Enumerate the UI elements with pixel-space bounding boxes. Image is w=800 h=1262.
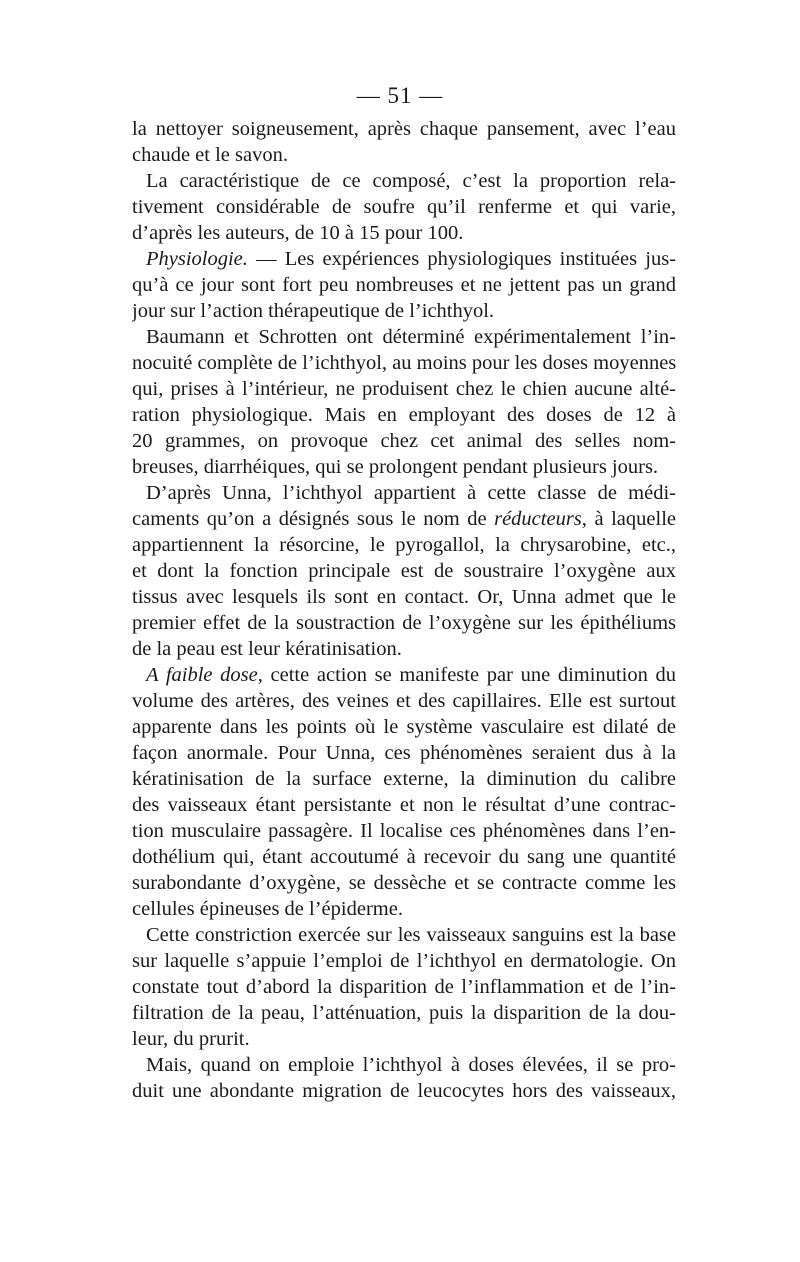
line-text: Cette constriction exercée sur les vaisseaux sanguins est la base <box>146 924 676 946</box>
text-line <box>132 298 676 324</box>
line-text: constate tout d’abord la disparition de l’inflammation et de l’in- <box>132 976 676 998</box>
line-text: , cette action se manifeste par une diminution du <box>257 664 676 686</box>
text-line <box>132 1052 676 1078</box>
line-text: — Les expériences physiologiques instituées jus- <box>247 248 676 270</box>
text-line <box>132 168 676 194</box>
line-text: de la peau est leur kératinisation. <box>132 638 402 660</box>
line-text: ration physiologique. Mais en employant des doses de 12 à <box>132 404 676 426</box>
line-text: 20 grammes, on provoque chez cet animal des selles nom- <box>132 430 676 452</box>
text-line <box>132 220 676 246</box>
line-text: nocuité complète de l’ichthyol, au moins pour les doses moyennes <box>132 352 676 374</box>
line-text: leur, du prurit. <box>132 1028 250 1050</box>
line-text: chaude et le savon. <box>132 144 288 166</box>
text-line <box>132 636 676 662</box>
text-line <box>132 714 676 740</box>
line-text: Baumann et Schrotten ont déterminé expérimentalement l’in- <box>146 326 676 348</box>
text-line <box>132 1026 676 1052</box>
text-line <box>132 1000 676 1026</box>
text-line <box>132 428 676 454</box>
text-line <box>132 974 676 1000</box>
line-text: La caractéristique de ce composé, c’est la proportion rela- <box>146 170 676 192</box>
line-text: tivement considérable de soufre qu’il renferme et qui varie, <box>132 196 676 218</box>
text-line <box>132 896 676 922</box>
line-text: kératinisation de la surface externe, la diminution du calibre <box>132 768 676 790</box>
text-line <box>132 922 676 948</box>
text-line <box>132 948 676 974</box>
text-line <box>132 662 676 688</box>
line-text: tion musculaire passagère. Il localise ces phénomènes dans l’en- <box>132 820 676 842</box>
line-text: duit une abondante migration de leucocytes hors des vaisseaux, <box>132 1080 676 1102</box>
line-text: et dont la fonction principale est de soustraire l’oxygène aux <box>132 560 676 582</box>
text-line <box>132 454 676 480</box>
line-text: apparente dans les points où le système vasculaire est dilaté de <box>132 716 676 738</box>
line-text: appartiennent la résorcine, le pyrogallol, la chrysarobine, etc., <box>132 534 676 556</box>
text-line <box>132 350 676 376</box>
line-text: façon anormale. Pour Unna, ces phénomènes seraient dus à la <box>132 742 676 764</box>
line-text: D’après Unna, l’ichthyol appartient à cette classe de médi- <box>146 482 676 504</box>
text-line <box>132 766 676 792</box>
italic-text: A faible dose <box>146 664 258 686</box>
text-line <box>132 610 676 636</box>
line-text: caments qu’on a désignés sous le nom de <box>132 508 495 530</box>
text-line <box>132 402 676 428</box>
line-text: breuses, diarrhéiques, qui se prolongent pendant plusieurs jours. <box>132 456 659 478</box>
line-text: qu’à ce jour sont fort peu nombreuses et ne jettent pas un grand <box>132 274 676 296</box>
text-line <box>132 844 676 870</box>
text-line <box>132 246 676 272</box>
line-text: tissus avec lesquels ils sont en contact. Or, Unna admet que le <box>132 586 676 608</box>
text-line <box>132 558 676 584</box>
text-line <box>132 792 676 818</box>
italic-text: réducteurs <box>494 508 582 530</box>
text-line <box>132 818 676 844</box>
line-text: jour sur l’action thérapeutique de l’ichthyol. <box>132 300 495 322</box>
text-line <box>132 584 676 610</box>
line-text: dothélium qui, étant accoutumé à recevoir du sang une quantité <box>132 846 676 868</box>
line-text: , à laquelle <box>581 508 676 530</box>
line-text: qui, prises à l’intérieur, ne produisent chez le chien aucune alté- <box>132 378 676 400</box>
text-line <box>132 324 676 350</box>
line-text: la nettoyer soigneusement, après chaque pansement, avec l’eau <box>132 118 676 140</box>
text-line <box>132 194 676 220</box>
line-text: filtration de la peau, l’atténuation, puis la disparition de la dou- <box>132 1002 676 1024</box>
line-text: sur laquelle s’appuie l’emploi de l’ichthyol en dermatologie. On <box>132 950 676 972</box>
line-text: surabondante d’oxygène, se dessèche et se contracte comme les <box>132 872 676 894</box>
text-line <box>132 740 676 766</box>
page-number: — 51 — <box>356 83 444 108</box>
line-text: d’après les auteurs, de 10 à 15 pour 100. <box>132 222 464 244</box>
line-text: Mais, quand on emploie l’ichthyol à doses élevées, il se pro- <box>146 1054 676 1076</box>
body-text <box>132 116 676 1104</box>
line-text: premier effet de la soustraction de l’oxygène sur les épithéliums <box>132 612 676 634</box>
line-text: volume des artères, des veines et des capillaires. Elle est surtout <box>132 690 676 712</box>
text-line <box>132 1078 676 1104</box>
text-line <box>132 376 676 402</box>
text-line <box>132 532 676 558</box>
line-text: des vaisseaux étant persistante et non le résultat d’une contrac- <box>132 794 676 816</box>
text-line <box>132 688 676 714</box>
text-line <box>132 116 676 142</box>
text-line <box>132 142 676 168</box>
text-line <box>132 272 676 298</box>
text-line <box>132 506 676 532</box>
line-text: cellules épineuses de l’épiderme. <box>132 898 403 920</box>
text-line <box>132 480 676 506</box>
italic-text: Physiologie. <box>146 248 248 270</box>
text-line <box>132 870 676 896</box>
